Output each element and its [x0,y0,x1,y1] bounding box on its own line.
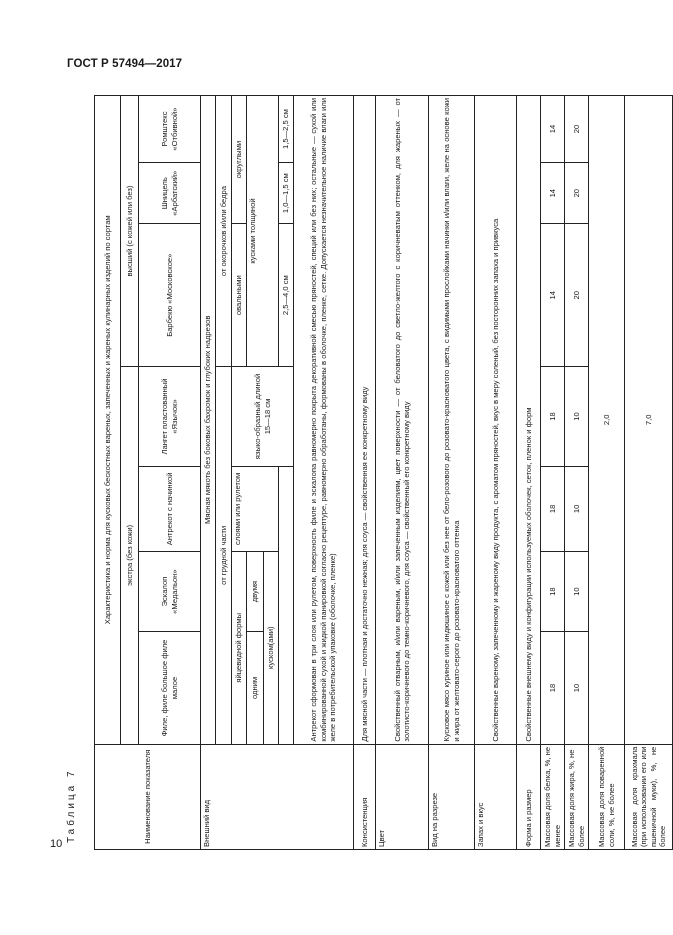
table-row [517,96,541,850]
header-parameter-name: Наименование показателя [95,744,201,849]
table-row [589,96,625,850]
product-barbekyu: Барбекю «Московское» [139,224,201,367]
table-row [232,96,247,850]
vid-breast: от грудной части [216,367,232,744]
vid-oval: овальными [232,224,247,367]
vid-description: Антрекот сформован в три слоя или рулетом, поверхность филе и эскалопа равномерно покрыта декоративной смесью пряностей, специй или без них; остальные — сухой или комбинированной сухой и жидкой панировкой согласно рецептуре, равномерно обработаны, формованы в оболочке, пленке, сетке. Допускается незначительное наличие влаги или желе в потребительской упаковке (оболочке, пленке) [294,96,354,745]
belok-romshteks: 14 [541,96,565,163]
konsistentsiya-value: Для мясной части — плотная и достаточно нежная; для соуса — свойственная ее конкретному виду [354,96,376,745]
label-tsvet: Цвет [376,744,429,849]
vid-thickness-1: 2,5—4,0 см [279,224,294,367]
vid-one: одним [247,632,264,744]
krahmal-value: 7,0 [625,96,673,745]
vid-blank [279,466,294,744]
table-row [565,96,589,850]
table-row [354,96,376,850]
label-forma: Форма и размер [517,744,541,849]
vid-round: округлыми [232,96,247,224]
table-caption: Таблица 7 [66,768,77,843]
header-grade-extra: экстра (без кожи) [121,367,139,744]
label-belok: Массовая доля белка, %, не менее [541,744,565,849]
table-row [121,96,139,850]
label-zhir: Массовая доля жира, %, не более [565,744,589,849]
zhir-eskalop: 10 [565,551,589,631]
belok-barbekyu: 14 [541,224,565,367]
sol-value: 2,0 [589,96,625,745]
vid-thickness-2: 1,0—1,5 см [279,163,294,224]
forma-value: Свойственные внешнему виду и конфигурации используемых оболочек, сеток, пленок и форм [517,96,541,745]
zhir-shnitsel: 20 [565,163,589,224]
product-shnitsel: Шницель «Арбатский» [139,163,201,224]
table-row [376,96,429,850]
product-romshteks: Ромштекс «Отбивной» [139,96,201,163]
vid-piece-s: куском(ами) [264,551,279,744]
table-row [541,96,565,850]
vid-pieces-thick: кусками толщиной [247,96,279,367]
belok-shnitsel: 14 [541,163,565,224]
table-row [95,96,121,850]
table-row [216,96,232,850]
label-zapah: Запах и вкус [475,744,517,849]
label-sol: Массовая доля поваренной соли, %, не более [589,744,625,849]
zhir-romshteks: 20 [565,96,589,163]
vid-egg-form: яйцевидной формы [232,551,247,744]
label-razrez: Вид на разрезе [429,744,475,849]
header-characteristic: Характеристика и норма для кусковых бескостных вареных, запеченных и жареных кулинарных изделий по сортам [95,96,121,745]
table-row [201,96,216,850]
tsvet-value: Свойственный отварным, и/или вареным, и/или запеченным изделиям, цвет поверхности — от беловатого до светло-желтого с коричневатым оттенком, для жареных — от золотисто-коричневого до темно-коричневого, для соуса — свойственный его конкретному виду [376,96,429,745]
belok-langet: 18 [541,367,565,467]
vid-layers: слоями или рулетом [232,466,279,551]
header-grade-high: высший (с кожей или без) [121,96,139,367]
table-row [475,96,517,850]
product-antrekot: Антрекот с начинкой [139,466,201,551]
table-row [279,96,294,850]
table-row [139,96,201,850]
rotated-table-container [94,95,667,850]
table-row [429,96,475,850]
zhir-barbekyu: 20 [565,224,589,367]
table-row [294,96,354,850]
label-konsistentsiya: Консистенция [354,744,376,849]
zhir-antrekot: 10 [565,466,589,551]
zapah-value: Свойственные вареному, запеченному и жареному виду продукта, с ароматом пряностей, вкус в меру соленый, без посторонних запаха и привкуса [475,96,517,745]
vid-two: двумя [247,551,264,631]
vid-thickness-3: 1,5—2,5 см [279,96,294,163]
product-eskalop: Эскалоп «Медальон» [139,551,201,631]
label-krahmal: Массовая доля крахмала (при использовании его или пшеничной муки), %, не более [625,744,673,849]
belok-file: 18 [541,632,565,744]
page-number: 10 [50,838,63,850]
zhir-file: 10 [565,632,589,744]
vid-thigh: от окорочков и/или бедра [216,96,232,367]
product-file: Филе, филе большое филе малое [139,632,201,744]
table-row [625,96,673,850]
zhir-langet: 10 [565,367,589,467]
vid-meat: Мясная мякоть без боковых бахромок и глубоких надрезов [201,96,216,745]
doc-code: ГОСТ Р 57494—2017 [67,58,183,70]
belok-antrekot: 18 [541,466,565,551]
product-table [94,95,673,850]
label-vid: Внешний вид [201,744,354,849]
belok-eskalop: 18 [541,551,565,631]
razrez-value: Кусковое мясо куриное или индюшиное с кожей или без нее от бело-розового до розовато-красноватого цвета, с видимыми прослойками начинки и/или влаги, желе на основе кожи и жира от желтовато-серого до розовато-красноватого оттенка [429,96,475,745]
vid-tongue: языко-образный длиной 15—18 см [232,367,294,467]
product-langet: Лангет пластованный «Язычок» [139,367,201,467]
